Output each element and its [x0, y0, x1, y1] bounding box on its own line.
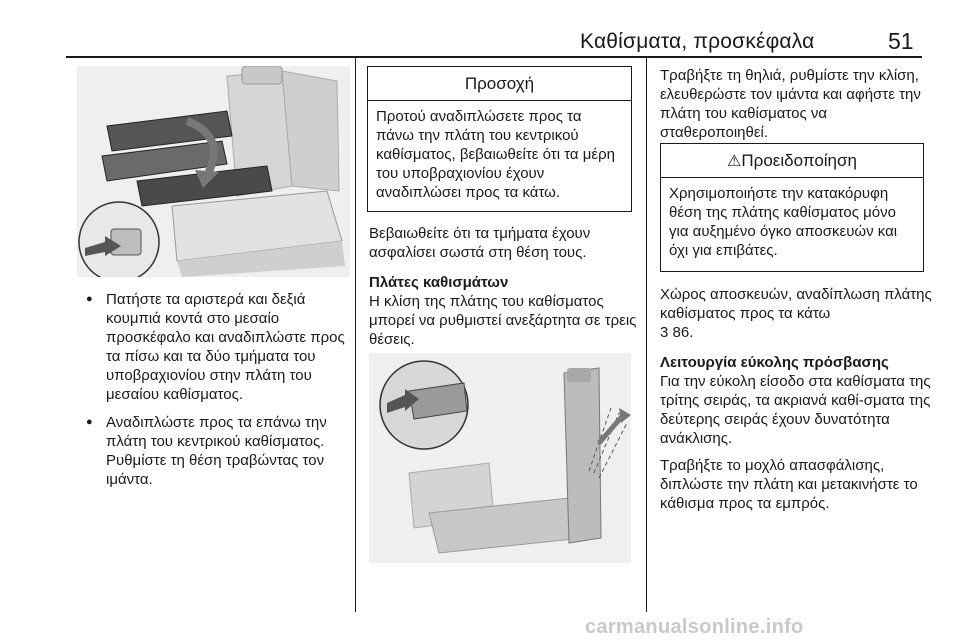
- paragraph: Χώρος αποσκευών, αναδίπλωση πλάτης καθίσματος προς τα κάτω: [660, 286, 932, 322]
- list-item: ● Πατήστε τα αριστερά και δεξιά κουμπιά κοντά στο μεσαίο προσκέφαλο και αναδιπλώστε προς τα πίσω και τα δύο τμήματα του υποβραχιονίου στην πλάτη του μεσαίου καθίσματος.: [84, 290, 352, 404]
- paragraph: Για την εύκολη είσοδο στα καθίσματα της τρίτης σειράς, τα ακριανά καθί-σματα της δεύτερης σειράς έχουν δυνατότητα ανάκλισης.: [660, 373, 931, 447]
- left-column: [84, 290, 352, 498]
- warning-box: [660, 143, 924, 272]
- paragraph: Τραβήξτε τη θηλιά, ρυθμίστε την κλίση, ελευθερώστε τον ιμάντα και αφήστε την πλάτη του καθίσματος να σταθεροποιηθεί.: [660, 67, 921, 141]
- caution-text: Προτού αναδιπλώσετε προς τα πάνω την πλάτη του κεντρικού καθίσματος, βεβαιωθείτε ότι τα μέρη του υποβραχιονίου έχουν αναδιπλώσει προς τα κάτω.: [376, 108, 615, 201]
- page-number: 51: [888, 28, 914, 54]
- middle-column-text: [369, 224, 639, 349]
- column-divider-right: [646, 58, 647, 612]
- page-title: Καθίσματα, προσκέφαλα: [580, 30, 815, 53]
- column-divider-left: [355, 58, 356, 612]
- caution-title: Προσοχή: [368, 67, 631, 101]
- paragraph: Τραβήξτε το μοχλό απασφάλισης, διπλώστε την πλάτη και μετακινήστε το κάθισμα προς τα εμπρός.: [660, 457, 918, 512]
- instruction-list: [84, 290, 352, 489]
- armrest-fold-illustration: [77, 66, 350, 277]
- paragraph: Η κλίση της πλάτης του καθίσματος μπορεί να ρυθμιστεί ανεξάρτητα σε τρεις θέσεις.: [369, 293, 637, 348]
- footer-watermark: carmanualsonline.info: [585, 616, 804, 638]
- caution-box: [367, 66, 632, 212]
- section-heading: Λειτουργία εύκολης πρόσβασης: [660, 354, 889, 371]
- warning-text: Χρησιμοποιήστε την κατακόρυφη θέση της πλάτης καθίσματος μόνο για αυξημένο όγκο αποσκευών και όχι για επιβάτες.: [669, 185, 898, 259]
- page-reference: 3 86.: [660, 324, 694, 341]
- list-item: ● Αναδιπλώστε προς τα επάνω την πλάτη του κεντρικού καθίσματος. Ρυθμίστε τη θέση τραβώντας τον ιμάντα.: [84, 413, 352, 489]
- warning-header: [661, 144, 923, 178]
- paragraph: Βεβαιωθείτε ότι τα τμήματα έχουν ασφαλίσει σωστά στη θέση τους.: [369, 225, 591, 261]
- right-column-bottom: [660, 285, 932, 513]
- warning-triangle-icon: ⚠: [727, 153, 742, 170]
- section-heading: Πλάτες καθισμάτων: [369, 274, 509, 291]
- right-column-top: [660, 66, 930, 142]
- warning-title: Προειδοποίηση: [741, 151, 857, 170]
- seat-recline-illustration: [369, 353, 631, 563]
- header-divider: [66, 56, 922, 58]
